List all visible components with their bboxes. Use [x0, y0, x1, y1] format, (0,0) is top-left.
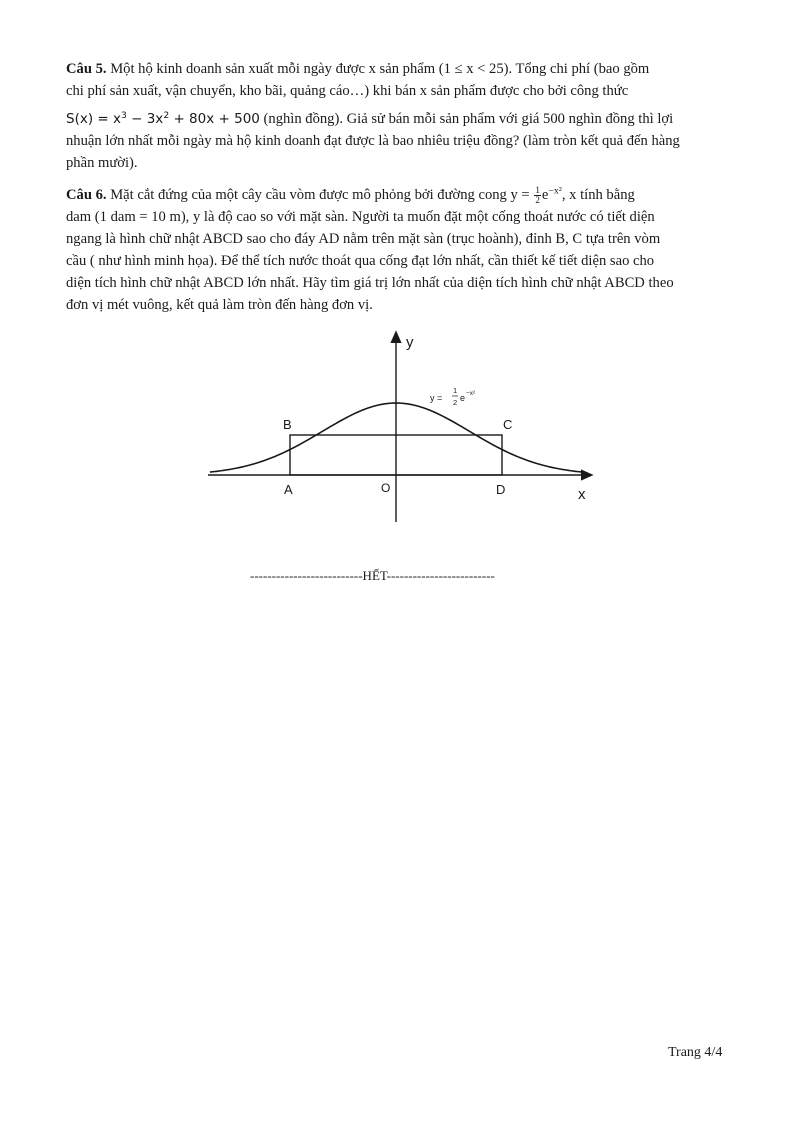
svg-text:y =: y =: [430, 393, 443, 403]
point-d-label: D: [496, 482, 506, 497]
curve-fraction: $\frac{1}{2}$: [535, 184, 540, 206]
question-6-line-3: ngang là hình chữ nhật ABCD sao cho đáy AD nằm trên mặt sàn (trục hoành), đỉnh B, C tựa trên vòm: [66, 231, 661, 247]
point-b-label: B: [283, 417, 292, 432]
point-a-label: A: [284, 482, 293, 497]
question-5: [66, 58, 734, 174]
question-5-line-5: phần mười).: [66, 155, 138, 171]
x-axis-label: x: [578, 486, 586, 503]
question-5-line-2: chi phí sản xuất, vận chuyển, kho bãi, quảng cáo…) khi bán x sản phẩm được cho bởi công thức: [66, 83, 629, 99]
question-6-line-6: đơn vị mét vuông, kết quả làm tròn đến hàng đơn vị.: [66, 297, 373, 313]
origin-label: O: [381, 481, 391, 495]
question-6-label: Câu 6.: [66, 187, 107, 203]
question-6: [66, 184, 734, 316]
question-6-line-4: cầu ( như hình minh họa). Để thể tích nước thoát qua cống đạt lớn nhất, cần thiết kế tiết diện sao cho: [66, 253, 655, 269]
svg-text:2: 2: [453, 398, 458, 407]
svg-text:−x²: −x²: [466, 390, 476, 397]
page-number: Trang 4/4: [668, 1045, 723, 1060]
end-marker: --------------------------HẾT-------------------------: [250, 568, 495, 583]
question-6-line-2: dam (1 dam = 10 m), y là độ cao so với mặt sàn. Người ta muốn đặt một cống thoát nước có tiết diện: [66, 209, 655, 225]
question-6-line-1: Câu 6. Mặt cắt đứng của một cây cầu vòm được mô phỏng bởi đường cong y = $\frac{1}{2}$ $e^{-x^2}$, x tính bằng: [66, 184, 635, 206]
question-5-label: Câu 5.: [66, 61, 107, 77]
svg-text:1: 1: [453, 386, 458, 395]
question-5-line-1: Câu 5. Một hộ kinh doanh sản xuất mỗi ngày được x sản phẩm (1 ≤ x < 25). Tổng chi phí (bao gồm: [66, 61, 650, 77]
question-5-line-4: nhuận lớn nhất mỗi ngày mà hộ kinh doanh đạt được là bao nhiêu triệu đồng? (làm tròn kết quả đến hàng: [66, 133, 680, 149]
cost-formula: $S(x) = x^3 - 3x^2 + 80x + 500$: [66, 109, 260, 127]
svg-text:e: e: [460, 393, 466, 403]
curve-equation-label: [430, 386, 476, 407]
arch-bridge-figure: [200, 328, 600, 528]
question-6-line-5: diện tích hình chữ nhật ABCD lớn nhất. Hãy tìm giá trị lớn nhất của diện tích hình chữ nhật ABCD theo: [66, 275, 674, 291]
y-axis-label: y: [406, 334, 414, 351]
point-c-label: C: [503, 417, 513, 432]
question-5-line-3: $S(x) = x^3 - 3x^2 + 80x + 500$ (nghìn đồng). Giả sử bán mỗi sản phẩm với giá 500 nghìn đồng thì lợi: [66, 109, 674, 127]
